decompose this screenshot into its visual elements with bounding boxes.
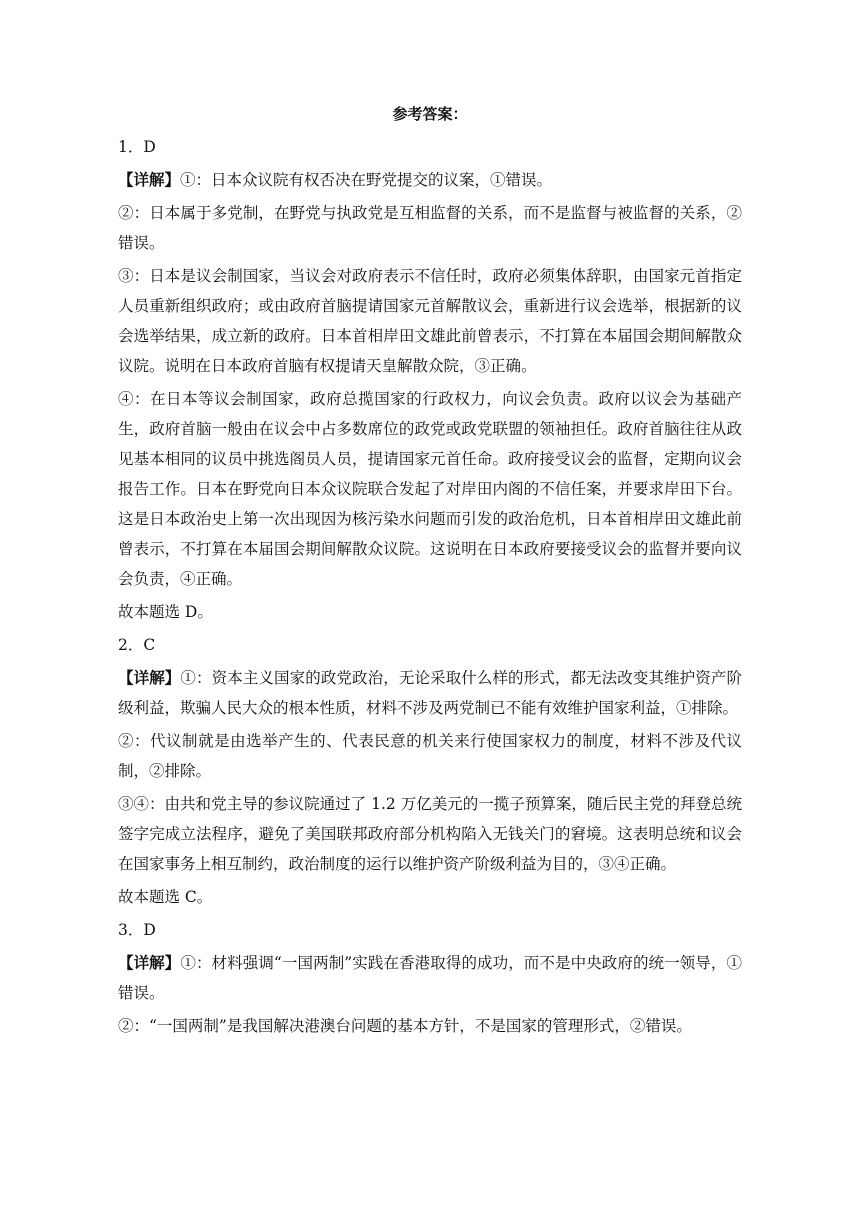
q2-explanation-3: ③④：由共和党主导的参议院通过了 1.2 万亿美元的一揽子预算案，随后民主党的拜登总统签字完成立法程序，避免了美国联邦政府部分机构陷入无钱关门的窘境。这表明总统和议会在国家事务上相互制约，政治制度的运行以维护资产阶级利益为目的，③④正确。 xyxy=(118,795,742,873)
q2-conclusion: 故本题选 C。 xyxy=(118,888,213,906)
q3-explanation-2: ②：“一国两制”是我国解决港澳台问题的基本方针，不是国家的管理形式，②错误。 xyxy=(118,1017,692,1035)
explanation-label: 【详解】 xyxy=(118,170,181,189)
q2-explanation-2: ②：代议制就是由选举产生的、代表民意的机关来行使国家权力的制度，材料不涉及代议制，②排除。 xyxy=(118,732,742,780)
q1-conclusion: 故本题选 D。 xyxy=(118,603,213,621)
q2-explanation-1: 【详解】①：资本主义国家的政党政治，无论采取什么样的形式，都无法改变其维护资产阶级利益，欺骗人民大众的根本性质，材料不涉及两党制已不能有效维护国家利益，①排除。 xyxy=(118,668,742,717)
q3-explanation-1: 【详解】①：材料强调“一国两制”实践在香港取得的成功，而不是中央政府的统一领导，①错误。 xyxy=(118,953,742,1002)
question-2-answer: 2．C xyxy=(118,636,156,654)
q1-explanation-1: 【详解】①：日本众议院有权否决在野党提交的议案，①错误。 xyxy=(118,170,553,189)
page-title: 参考答案： xyxy=(392,105,468,123)
q1-explanation-2: ②：日本属于多党制，在野党与执政党是互相监督的关系，而不是监督与被监督的关系，②错误。 xyxy=(118,204,742,252)
question-3-answer: 3．D xyxy=(118,921,156,939)
explanation-label: 【详解】 xyxy=(118,668,181,687)
q1-explanation-4: ④：在日本等议会制国家，政府总揽国家的行政权力，向议会负责。政府以议会为基础产生，政府首脑一般由在议会中占多数席位的政党或政党联盟的领袖担任。政府首脑往往从政见基本相同的议员中挑选阁员人员，提请国家元首任命。政府接受议会的监督，定期向议会报告工作。日本在野党向日本众议院联合发起了对岸田内阁的不信任案，并要求岸田下台。这是日本政治史上第一次出现因为核污染水问题而引发的政治危机，日本首相岸田文雄此前曾表示，不打算在本届国会期间解散众议院。这说明在日本政府要接受议会的监督并要向议会负责，④正确。 xyxy=(118,390,742,588)
q1-explanation-3: ③：日本是议会制国家，当议会对政府表示不信任时，政府必须集体辞职，由国家元首指定人员重新组织政府；或由政府首脑提请国家元首解散议会，重新进行议会选举，根据新的议会选举结果，成立新的政府。日本首相岸田文雄此前曾表示，不打算在本届国会期间解散众议院。说明在日本政府首脑有权提请天皇解散众院，③正确。 xyxy=(118,267,742,375)
question-1-answer: 1．D xyxy=(118,138,156,156)
explanation-label: 【详解】 xyxy=(118,953,181,972)
